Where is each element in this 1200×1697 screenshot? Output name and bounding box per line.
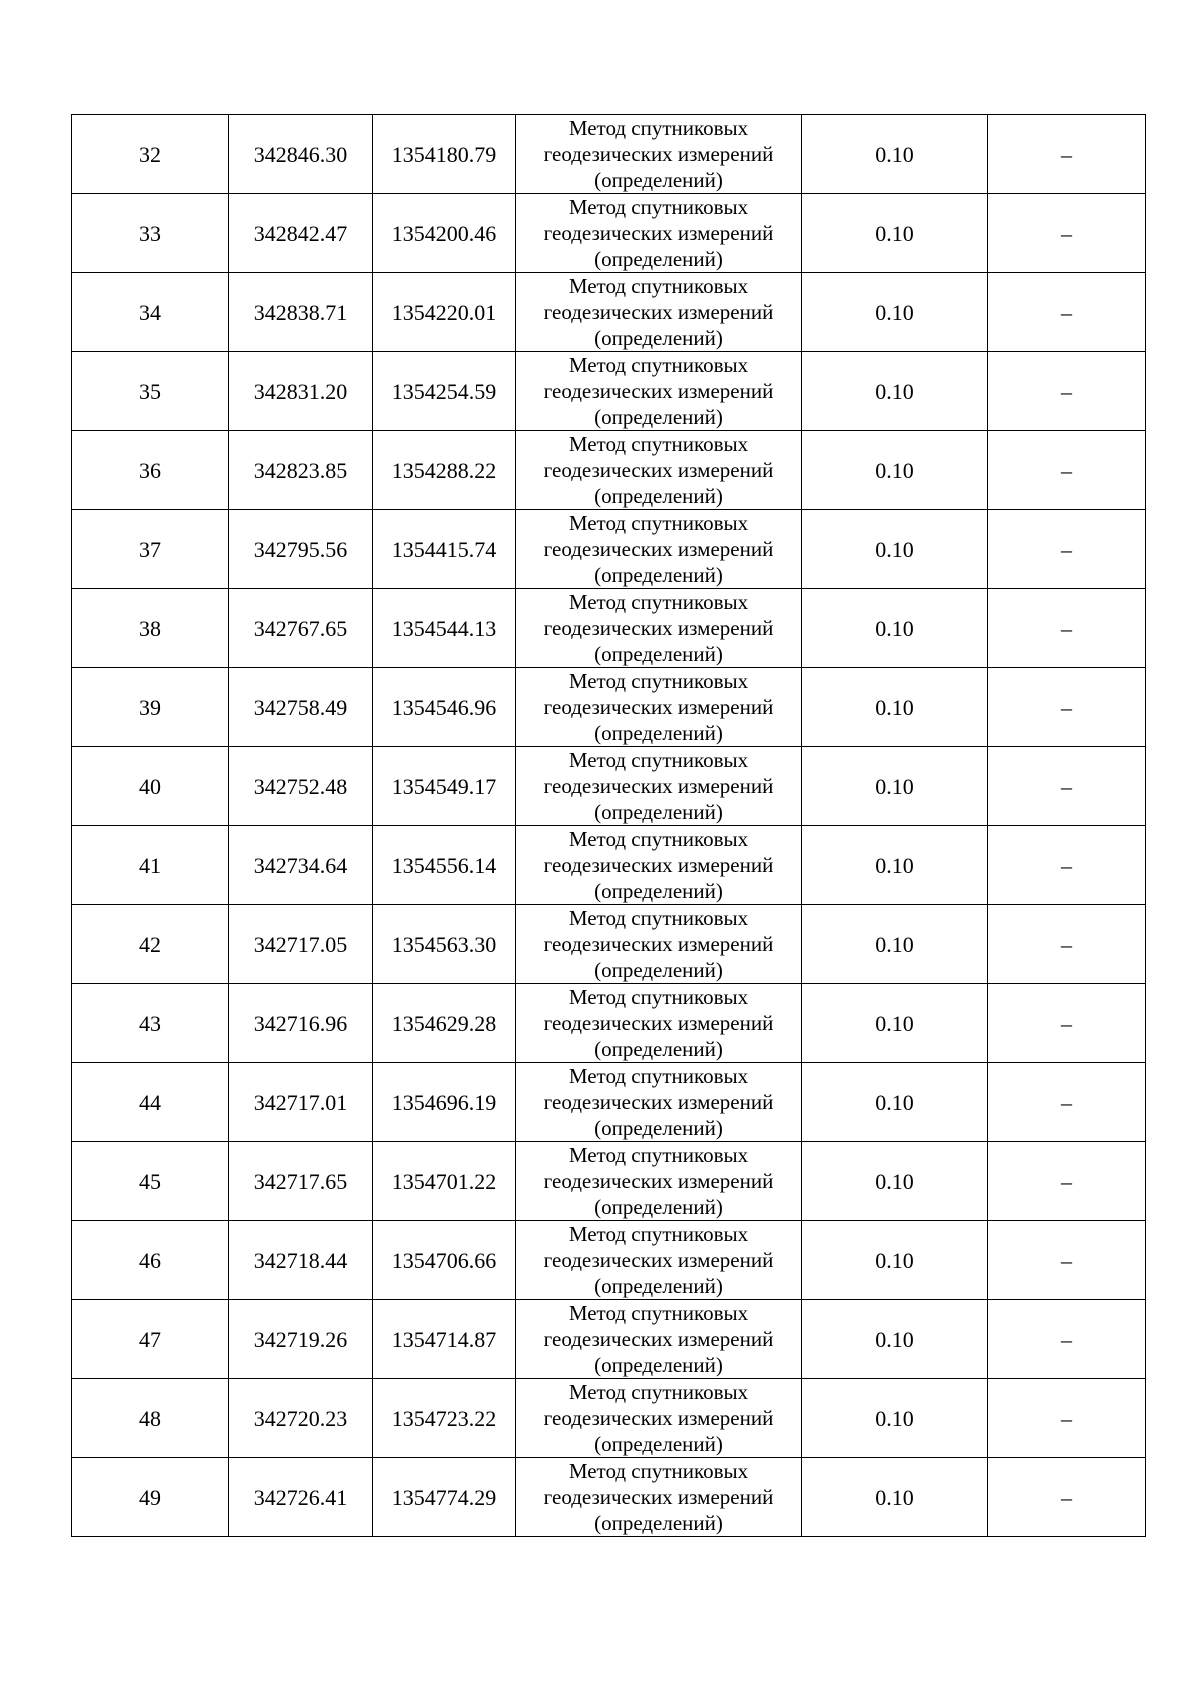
method-cell bbox=[516, 826, 802, 905]
table-row bbox=[72, 1300, 1146, 1379]
method-cell bbox=[516, 1063, 802, 1142]
table-row bbox=[72, 352, 1146, 431]
method-line: геодезических измерений bbox=[543, 1169, 774, 1193]
method-cell bbox=[516, 194, 802, 273]
accuracy-cell: 0.10 bbox=[802, 352, 988, 431]
method-line: геодезических измерений bbox=[543, 300, 774, 324]
y-coordinate-cell: 1354774.29 bbox=[373, 1458, 516, 1537]
note-cell: – bbox=[988, 826, 1146, 905]
x-coordinate-cell: 342767.65 bbox=[229, 589, 373, 668]
table-row bbox=[72, 510, 1146, 589]
table-row bbox=[72, 194, 1146, 273]
x-coordinate-cell: 342720.23 bbox=[229, 1379, 373, 1458]
method-line: (определений) bbox=[594, 1116, 723, 1140]
accuracy-cell: 0.10 bbox=[802, 431, 988, 510]
y-coordinate-cell: 1354200.46 bbox=[373, 194, 516, 273]
table-row bbox=[72, 589, 1146, 668]
note-cell: – bbox=[988, 1458, 1146, 1537]
method-line: Метод спутниковых bbox=[568, 1459, 749, 1483]
coordinates-table bbox=[71, 114, 1146, 1537]
x-coordinate-cell: 342838.71 bbox=[229, 273, 373, 352]
method-cell bbox=[516, 1142, 802, 1221]
x-coordinate-cell: 342758.49 bbox=[229, 668, 373, 747]
x-coordinate-cell: 342846.30 bbox=[229, 115, 373, 194]
method-line: Метод спутниковых bbox=[568, 353, 749, 377]
method-cell bbox=[516, 668, 802, 747]
accuracy-cell: 0.10 bbox=[802, 984, 988, 1063]
note-cell: – bbox=[988, 905, 1146, 984]
accuracy-cell: 0.10 bbox=[802, 747, 988, 826]
method-line: (определений) bbox=[594, 1037, 723, 1061]
x-coordinate-cell: 342717.05 bbox=[229, 905, 373, 984]
y-coordinate-cell: 1354629.28 bbox=[373, 984, 516, 1063]
y-coordinate-cell: 1354701.22 bbox=[373, 1142, 516, 1221]
method-cell bbox=[516, 273, 802, 352]
method-cell bbox=[516, 984, 802, 1063]
method-line: геодезических измерений bbox=[543, 1406, 774, 1430]
method-line: Метод спутниковых bbox=[568, 274, 749, 298]
y-coordinate-cell: 1354546.96 bbox=[373, 668, 516, 747]
method-line: (определений) bbox=[594, 1432, 723, 1456]
coordinates-table-body bbox=[72, 115, 1146, 1537]
method-line: геодезических измерений bbox=[543, 774, 774, 798]
y-coordinate-cell: 1354706.66 bbox=[373, 1221, 516, 1300]
point-number-cell: 34 bbox=[72, 273, 229, 352]
method-line: Метод спутниковых bbox=[568, 590, 749, 614]
note-cell: – bbox=[988, 1379, 1146, 1458]
note-cell: – bbox=[988, 431, 1146, 510]
method-cell bbox=[516, 1300, 802, 1379]
method-line: Метод спутниковых bbox=[568, 669, 749, 693]
method-cell bbox=[516, 1379, 802, 1458]
table-row bbox=[72, 826, 1146, 905]
y-coordinate-cell: 1354220.01 bbox=[373, 273, 516, 352]
accuracy-cell: 0.10 bbox=[802, 589, 988, 668]
point-number-cell: 43 bbox=[72, 984, 229, 1063]
x-coordinate-cell: 342842.47 bbox=[229, 194, 373, 273]
point-number-cell: 42 bbox=[72, 905, 229, 984]
method-cell bbox=[516, 1458, 802, 1537]
table-row bbox=[72, 431, 1146, 510]
y-coordinate-cell: 1354723.22 bbox=[373, 1379, 516, 1458]
method-line: геодезических измерений bbox=[543, 695, 774, 719]
method-line: Метод спутниковых bbox=[568, 1222, 749, 1246]
x-coordinate-cell: 342716.96 bbox=[229, 984, 373, 1063]
x-coordinate-cell: 342734.64 bbox=[229, 826, 373, 905]
method-line: (определений) bbox=[594, 721, 723, 745]
x-coordinate-cell: 342831.20 bbox=[229, 352, 373, 431]
table-row bbox=[72, 747, 1146, 826]
y-coordinate-cell: 1354549.17 bbox=[373, 747, 516, 826]
accuracy-cell: 0.10 bbox=[802, 1379, 988, 1458]
accuracy-cell: 0.10 bbox=[802, 826, 988, 905]
method-line: геодезических измерений bbox=[543, 221, 774, 245]
method-cell bbox=[516, 115, 802, 194]
method-line: (определений) bbox=[594, 800, 723, 824]
table-row bbox=[72, 273, 1146, 352]
accuracy-cell: 0.10 bbox=[802, 1142, 988, 1221]
method-line: (определений) bbox=[594, 958, 723, 982]
method-line: (определений) bbox=[594, 1353, 723, 1377]
table-row bbox=[72, 1221, 1146, 1300]
y-coordinate-cell: 1354714.87 bbox=[373, 1300, 516, 1379]
y-coordinate-cell: 1354180.79 bbox=[373, 115, 516, 194]
method-line: Метод спутниковых bbox=[568, 195, 749, 219]
note-cell: – bbox=[988, 273, 1146, 352]
point-number-cell: 48 bbox=[72, 1379, 229, 1458]
method-line: Метод спутниковых bbox=[568, 1301, 749, 1325]
point-number-cell: 49 bbox=[72, 1458, 229, 1537]
method-line: Метод спутниковых bbox=[568, 1143, 749, 1167]
y-coordinate-cell: 1354288.22 bbox=[373, 431, 516, 510]
y-coordinate-cell: 1354696.19 bbox=[373, 1063, 516, 1142]
x-coordinate-cell: 342719.26 bbox=[229, 1300, 373, 1379]
accuracy-cell: 0.10 bbox=[802, 115, 988, 194]
note-cell: – bbox=[988, 510, 1146, 589]
point-number-cell: 46 bbox=[72, 1221, 229, 1300]
method-line: (определений) bbox=[594, 1274, 723, 1298]
point-number-cell: 35 bbox=[72, 352, 229, 431]
accuracy-cell: 0.10 bbox=[802, 273, 988, 352]
y-coordinate-cell: 1354563.30 bbox=[373, 905, 516, 984]
y-coordinate-cell: 1354254.59 bbox=[373, 352, 516, 431]
y-coordinate-cell: 1354556.14 bbox=[373, 826, 516, 905]
accuracy-cell: 0.10 bbox=[802, 194, 988, 273]
method-line: геодезических измерений bbox=[543, 1248, 774, 1272]
method-line: геодезических измерений bbox=[543, 458, 774, 482]
point-number-cell: 33 bbox=[72, 194, 229, 273]
accuracy-cell: 0.10 bbox=[802, 1063, 988, 1142]
method-line: (определений) bbox=[594, 642, 723, 666]
y-coordinate-cell: 1354415.74 bbox=[373, 510, 516, 589]
method-line: Метод спутниковых bbox=[568, 1064, 749, 1088]
table-row bbox=[72, 1379, 1146, 1458]
x-coordinate-cell: 342752.48 bbox=[229, 747, 373, 826]
method-line: геодезических измерений bbox=[543, 616, 774, 640]
method-line: геодезических измерений bbox=[543, 853, 774, 877]
method-cell bbox=[516, 431, 802, 510]
note-cell: – bbox=[988, 1300, 1146, 1379]
accuracy-cell: 0.10 bbox=[802, 1458, 988, 1537]
point-number-cell: 40 bbox=[72, 747, 229, 826]
point-number-cell: 36 bbox=[72, 431, 229, 510]
method-line: (определений) bbox=[594, 484, 723, 508]
method-line: Метод спутниковых bbox=[568, 1380, 749, 1404]
method-line: Метод спутниковых bbox=[568, 432, 749, 456]
method-line: геодезических измерений bbox=[543, 1090, 774, 1114]
table-row bbox=[72, 984, 1146, 1063]
method-line: Метод спутниковых bbox=[568, 748, 749, 772]
point-number-cell: 39 bbox=[72, 668, 229, 747]
point-number-cell: 47 bbox=[72, 1300, 229, 1379]
method-line: Метод спутниковых bbox=[568, 511, 749, 535]
method-line: геодезических измерений bbox=[543, 537, 774, 561]
method-cell bbox=[516, 747, 802, 826]
method-line: геодезических измерений bbox=[543, 379, 774, 403]
method-line: геодезических измерений bbox=[543, 1327, 774, 1351]
method-line: (определений) bbox=[594, 168, 723, 192]
note-cell: – bbox=[988, 115, 1146, 194]
method-cell bbox=[516, 510, 802, 589]
method-line: Метод спутниковых bbox=[568, 906, 749, 930]
note-cell: – bbox=[988, 589, 1146, 668]
table-row bbox=[72, 905, 1146, 984]
method-line: Метод спутниковых bbox=[568, 827, 749, 851]
x-coordinate-cell: 342726.41 bbox=[229, 1458, 373, 1537]
method-line: (определений) bbox=[594, 1195, 723, 1219]
method-line: (определений) bbox=[594, 1511, 723, 1535]
x-coordinate-cell: 342718.44 bbox=[229, 1221, 373, 1300]
accuracy-cell: 0.10 bbox=[802, 1300, 988, 1379]
point-number-cell: 37 bbox=[72, 510, 229, 589]
method-line: геодезических измерений bbox=[543, 1485, 774, 1509]
method-line: (определений) bbox=[594, 563, 723, 587]
method-line: (определений) bbox=[594, 326, 723, 350]
method-line: геодезических измерений bbox=[543, 142, 774, 166]
table-row bbox=[72, 115, 1146, 194]
method-cell bbox=[516, 905, 802, 984]
method-cell bbox=[516, 589, 802, 668]
x-coordinate-cell: 342795.56 bbox=[229, 510, 373, 589]
x-coordinate-cell: 342823.85 bbox=[229, 431, 373, 510]
accuracy-cell: 0.10 bbox=[802, 1221, 988, 1300]
accuracy-cell: 0.10 bbox=[802, 510, 988, 589]
method-line: Метод спутниковых bbox=[568, 985, 749, 1009]
method-cell bbox=[516, 352, 802, 431]
method-line: геодезических измерений bbox=[543, 1011, 774, 1035]
table-row bbox=[72, 668, 1146, 747]
note-cell: – bbox=[988, 747, 1146, 826]
note-cell: – bbox=[988, 1221, 1146, 1300]
accuracy-cell: 0.10 bbox=[802, 668, 988, 747]
point-number-cell: 41 bbox=[72, 826, 229, 905]
x-coordinate-cell: 342717.01 bbox=[229, 1063, 373, 1142]
note-cell: – bbox=[988, 1142, 1146, 1221]
method-line: (определений) bbox=[594, 247, 723, 271]
point-number-cell: 45 bbox=[72, 1142, 229, 1221]
point-number-cell: 44 bbox=[72, 1063, 229, 1142]
note-cell: – bbox=[988, 668, 1146, 747]
table-row bbox=[72, 1063, 1146, 1142]
table-row bbox=[72, 1458, 1146, 1537]
note-cell: – bbox=[988, 352, 1146, 431]
method-line: (определений) bbox=[594, 405, 723, 429]
note-cell: – bbox=[988, 1063, 1146, 1142]
x-coordinate-cell: 342717.65 bbox=[229, 1142, 373, 1221]
accuracy-cell: 0.10 bbox=[802, 905, 988, 984]
method-cell bbox=[516, 1221, 802, 1300]
point-number-cell: 32 bbox=[72, 115, 229, 194]
note-cell: – bbox=[988, 984, 1146, 1063]
method-line: Метод спутниковых bbox=[568, 116, 749, 140]
table-row bbox=[72, 1142, 1146, 1221]
y-coordinate-cell: 1354544.13 bbox=[373, 589, 516, 668]
point-number-cell: 38 bbox=[72, 589, 229, 668]
method-line: геодезических измерений bbox=[543, 932, 774, 956]
note-cell: – bbox=[988, 194, 1146, 273]
method-line: (определений) bbox=[594, 879, 723, 903]
